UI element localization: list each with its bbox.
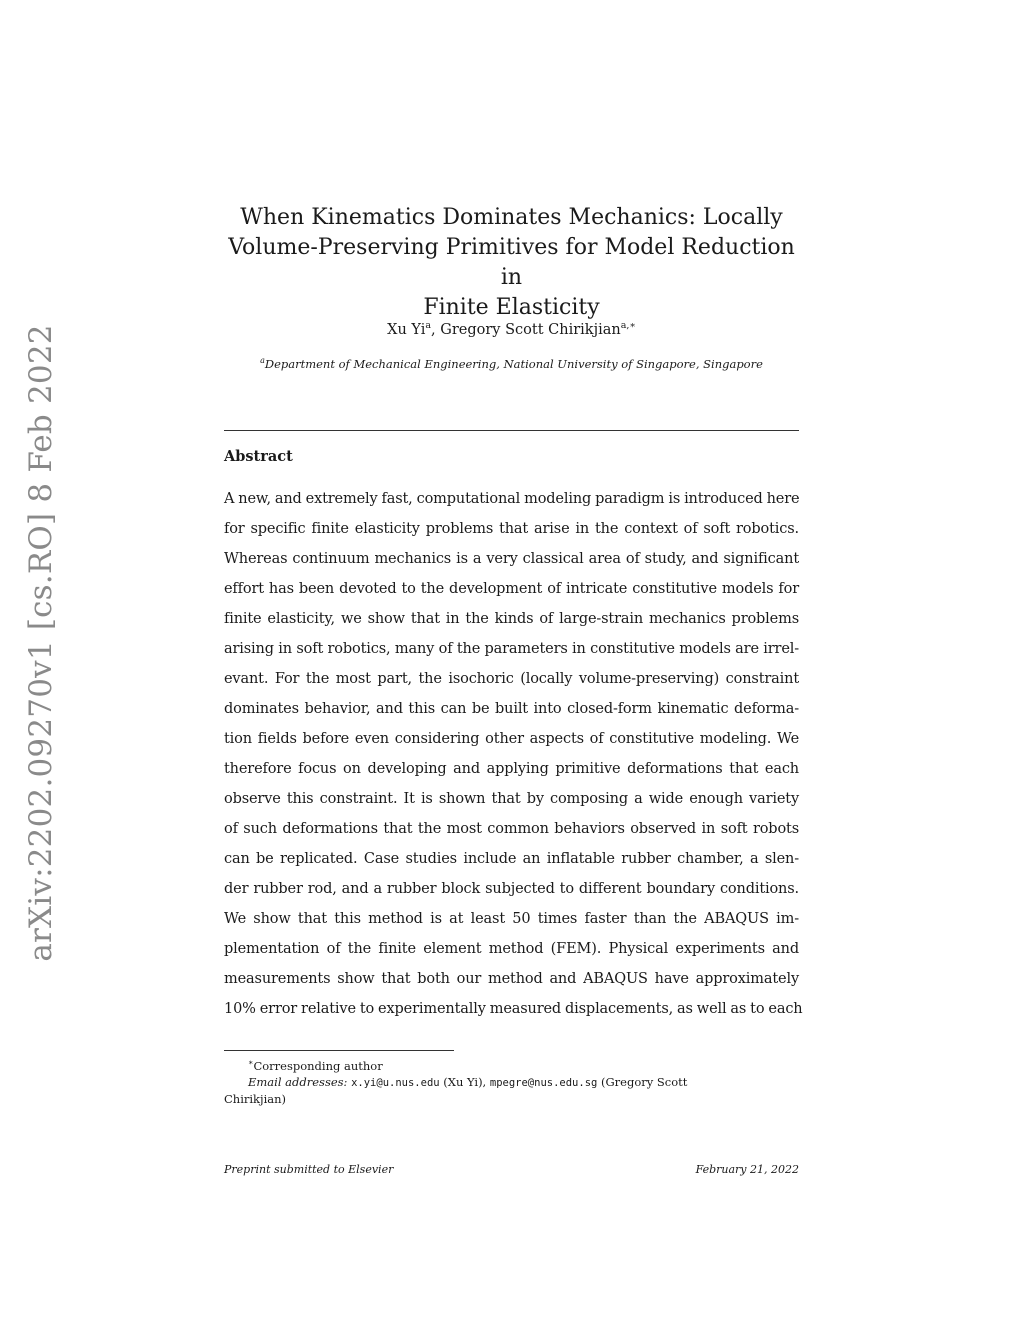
abstract-line: can be replicated. Case studies include an inflatable rubber chamber, a slen- — [224, 851, 799, 867]
title-line-2: Volume-Preserving Primitives for Model Reduction in — [228, 235, 795, 290]
abstract-line: for specific finite elasticity problems that arise in the context of soft robotics. — [224, 521, 799, 537]
affiliation-text: Department of Mechanical Engineering, National University of Singapore, Singapore — [264, 357, 763, 371]
affiliation-mark: a — [260, 356, 265, 365]
email-addresses-note — [224, 1074, 799, 1091]
corresponding-author-note — [224, 1055, 799, 1074]
abstract-line: measurements show that both our method and ABAQUS have approximately — [224, 971, 799, 987]
abstract-line: observe this constraint. It is shown that by composing a wide enough variety — [224, 791, 799, 807]
author-1-name: Xu Yi — [387, 322, 426, 338]
title-line-1: When Kinematics Dominates Mechanics: Locally — [240, 205, 783, 230]
abstract-line: therefore focus on developing and applying primitive deformations that each — [224, 761, 799, 777]
arxiv-stamp-text: arXiv:2202.09270v1 [cs.RO] 8 Feb 2022 — [23, 324, 59, 962]
abstract-line: finite elasticity, we show that in the kinds of large-strain mechanics problems — [224, 611, 799, 627]
footnote-mark: ∗ — [248, 1058, 254, 1067]
abstract-line: dominates behavior, and this can be built into closed-form kinematic deforma- — [224, 701, 799, 717]
email-owner-2: (Gregory Scott — [597, 1075, 688, 1089]
author-2-affiliation-mark: a,∗ — [620, 320, 636, 331]
footnote — [224, 1055, 799, 1107]
abstract-line: Whereas continuum mechanics is a very classical area of study, and significant — [224, 551, 799, 567]
abstract-line: tion fields before even considering other aspects of constitutive modeling. We — [224, 731, 799, 747]
affiliation — [224, 356, 799, 371]
abstract-top-rule — [224, 430, 799, 431]
author-2-name: Gregory Scott Chirikjian — [440, 322, 621, 338]
abstract-line: of such deformations that the most common behaviors observed in soft robots — [224, 821, 799, 837]
author-list — [224, 320, 799, 338]
abstract-line: 10% error relative to experimentally measured displacements, as well as to each — [224, 1001, 803, 1017]
footnote-rule — [224, 1050, 454, 1051]
email-owner-2-continued: Chirikjian) — [224, 1092, 287, 1106]
corresponding-author-text: Corresponding author — [253, 1059, 383, 1073]
abstract-line: We show that this method is at least 50 times faster than the ABAQUS im- — [224, 911, 799, 927]
abstract-line: der rubber rod, and a rubber block subjected to different boundary conditions. — [224, 881, 799, 897]
paper-title — [224, 203, 799, 323]
preprint-notice: Preprint submitted to Elsevier — [224, 1163, 394, 1176]
author-1-affiliation-mark: a — [425, 320, 432, 331]
email-link-chirikjian[interactable]: mpegre@nus.edu.sg — [489, 1077, 598, 1089]
abstract-line: plementation of the finite element method (FEM). Physical experiments and — [224, 941, 799, 957]
abstract-line: effort has been devoted to the development of intricate constitutive models for — [224, 581, 799, 597]
abstract-body — [224, 484, 803, 1024]
email-owner-1: (Xu Yi), — [439, 1075, 490, 1089]
abstract-line: evant. For the most part, the isochoric (locally volume-preserving) constraint — [224, 671, 799, 687]
email-label: Email addresses: — [248, 1075, 348, 1089]
author-separator: , — [431, 322, 441, 338]
email-link-xu-yi[interactable]: x.yi@u.nus.edu — [351, 1077, 440, 1089]
title-line-3: Finite Elasticity — [423, 295, 600, 320]
preprint-date: February 21, 2022 — [695, 1163, 799, 1176]
abstract-line: A new, and extremely fast, computational modeling paradigm is introduced here — [224, 491, 800, 507]
abstract-heading: Abstract — [224, 448, 293, 465]
abstract-line: arising in soft robotics, many of the parameters in constitutive models are irrel- — [224, 641, 799, 657]
